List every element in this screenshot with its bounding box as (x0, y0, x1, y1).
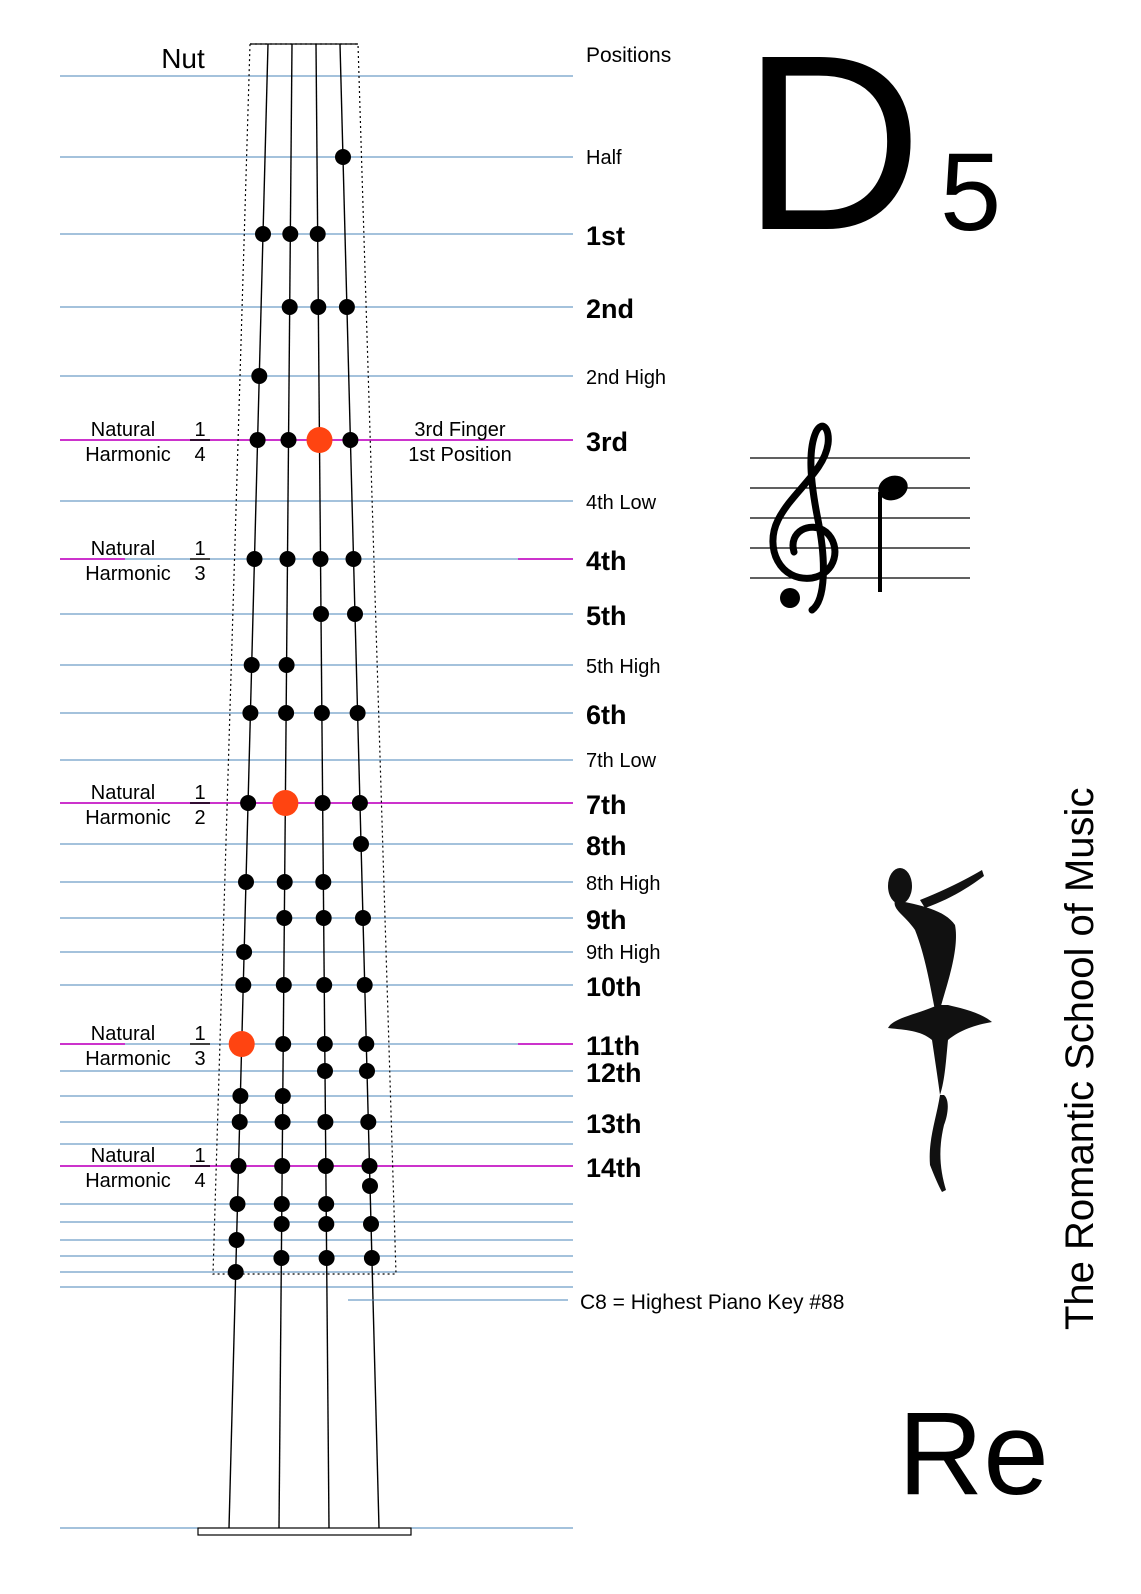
finger-dot (278, 705, 294, 721)
finger-dot (255, 226, 271, 242)
finger-dot (355, 910, 371, 926)
position-label: 5th High (586, 656, 661, 678)
finger-dot (279, 657, 295, 673)
finger-dot (275, 1114, 291, 1130)
finger-dot (232, 1114, 248, 1130)
finger-dot (362, 1158, 378, 1174)
finger-dot (275, 1088, 291, 1104)
position-label: 2nd High (586, 367, 667, 389)
finger-dots (228, 149, 380, 1280)
position-label: 3rd (586, 427, 629, 457)
position-label: 12th (586, 1058, 642, 1088)
finger-dot (318, 1196, 334, 1212)
harmonic-label-line1: Natural (90, 538, 156, 560)
finger-dot (280, 551, 296, 567)
finger-dot (313, 606, 329, 622)
harmonic-label-line2: Harmonic (85, 1048, 171, 1070)
position-label: 13th (586, 1109, 642, 1139)
finger-dot (238, 874, 254, 890)
finger-dot (316, 910, 332, 926)
harmonic-label-line1: Natural (90, 1145, 156, 1167)
harmonic-label-line1: Natural (90, 419, 156, 441)
position-label: 11th (586, 1031, 641, 1061)
string-g (229, 44, 268, 1528)
finger-dot (317, 1114, 333, 1130)
finger-dot (318, 1158, 334, 1174)
position-label: 14th (586, 1153, 642, 1183)
position-label: 8th High (586, 873, 661, 895)
harmonic-label (85, 1145, 210, 1192)
position-label: 5th (586, 601, 627, 631)
finger-dot (362, 1178, 378, 1194)
string-e (340, 44, 379, 1528)
harmonic-fraction-denominator: 2 (194, 807, 206, 829)
position-label: 7th Low (586, 750, 657, 772)
note-d5-icon (875, 472, 911, 592)
harmonic-fraction-numerator: 1 (194, 419, 206, 441)
finger-dot (236, 944, 252, 960)
harmonic-fraction-numerator: 1 (194, 1145, 206, 1167)
finger-note-line2: 1st Position (408, 444, 512, 466)
finger-dot (281, 432, 297, 448)
finger-dot (347, 606, 363, 622)
harmonic-label-line2: Harmonic (85, 1170, 171, 1192)
finger-dot (316, 977, 332, 993)
harmonic-label-line1: Natural (90, 782, 156, 804)
octave-number: 5 (940, 131, 1002, 254)
finger-dot (364, 1250, 380, 1266)
finger-dot (251, 368, 267, 384)
finger-dot (277, 874, 293, 890)
position-label: 6th (586, 700, 627, 730)
position-label: 9th High (586, 942, 661, 964)
position-label: 2nd (586, 294, 635, 324)
harmonic-fraction-numerator: 1 (194, 1023, 206, 1045)
strings (229, 44, 379, 1528)
harmonic-label-line1: Natural (90, 1023, 156, 1045)
bridge (198, 1528, 411, 1535)
finger-dot (317, 1063, 333, 1079)
position-label: 8th (586, 831, 627, 861)
finger-dot (229, 1232, 245, 1248)
finger-note-line1: 3rd Finger (414, 419, 506, 441)
finger-dot (346, 551, 362, 567)
finger-dot (275, 1036, 291, 1052)
harmonic-label-line2: Harmonic (85, 444, 171, 466)
finger-dot (335, 149, 351, 165)
harmonic-label (85, 782, 210, 829)
finger-dot (339, 299, 355, 315)
finger-dot (250, 432, 266, 448)
finger-dot (315, 874, 331, 890)
finger-dot (244, 657, 260, 673)
finger-dot (282, 299, 298, 315)
finger-dot (232, 1088, 248, 1104)
harmonic-label (85, 419, 210, 466)
harmonic-label (85, 1023, 210, 1070)
harmonic-fraction-denominator: 4 (194, 444, 206, 466)
finger-dot (310, 299, 326, 315)
harmonic-fraction-denominator: 4 (194, 1170, 206, 1192)
position-label: 1st (586, 221, 626, 251)
school-name: The Romantic School of Music (1058, 787, 1102, 1330)
finger-dot (350, 705, 366, 721)
nut-label: Nut (161, 43, 205, 74)
violinist-silhouette-icon (888, 868, 992, 1192)
fingerboard-outline (198, 44, 411, 1535)
finger-dot (363, 1216, 379, 1232)
harmonic-fraction-numerator: 1 (194, 782, 206, 804)
finger-dot (357, 977, 373, 993)
finger-dot (282, 226, 298, 242)
solfege-syllable: Re (898, 1388, 1049, 1520)
positions-heading: Positions (586, 44, 672, 67)
harmonic-finger-dot (229, 1031, 255, 1057)
position-labels (586, 147, 666, 1183)
string-d (279, 44, 292, 1528)
finger-dot (342, 432, 358, 448)
harmonic-fraction-denominator: 3 (194, 563, 206, 585)
harmonic-label-line2: Harmonic (85, 563, 171, 585)
finger-dot (360, 1114, 376, 1130)
finger-dot (235, 977, 251, 993)
finger-dot (314, 705, 330, 721)
finger-dot (310, 226, 326, 242)
position-label: 4th Low (586, 492, 657, 514)
harmonic-label (85, 538, 210, 585)
position-label: 10th (586, 972, 642, 1002)
position-label: 9th (586, 905, 627, 935)
harmonic-finger-dot (307, 427, 333, 453)
finger-dot (231, 1158, 247, 1174)
finger-dot (274, 1216, 290, 1232)
finger-dot (315, 795, 331, 811)
c8-note: C8 = Highest Piano Key #88 (580, 1291, 845, 1314)
finger-dot (353, 836, 369, 852)
note-letter: D (742, 3, 923, 282)
finger-dot (247, 551, 263, 567)
staff-notation (750, 426, 970, 610)
finger-dot (352, 795, 368, 811)
position-label: 4th (586, 546, 627, 576)
harmonic-fraction-denominator: 3 (194, 1048, 206, 1070)
finger-dot (313, 551, 329, 567)
finger-dot (240, 795, 256, 811)
finger-dot (358, 1036, 374, 1052)
harmonic-label-line2: Harmonic (85, 807, 171, 829)
harmonic-fraction-numerator: 1 (194, 538, 206, 560)
finger-dot (274, 1158, 290, 1174)
finger-dot (274, 1196, 290, 1212)
harmonic-finger-dot (272, 790, 298, 816)
string-a (316, 44, 329, 1528)
finger-dot (318, 1216, 334, 1232)
finger-dot (242, 705, 258, 721)
finger-dot (319, 1250, 335, 1266)
finger-dot (276, 910, 292, 926)
finger-dot (359, 1063, 375, 1079)
harmonic-labels (85, 419, 210, 1192)
position-label: Half (586, 147, 622, 169)
position-label: 7th (586, 790, 627, 820)
finger-dot (317, 1036, 333, 1052)
finger-dot (273, 1250, 289, 1266)
finger-dot (228, 1264, 244, 1280)
finger-dot (276, 977, 292, 993)
finger-dot (230, 1196, 246, 1212)
